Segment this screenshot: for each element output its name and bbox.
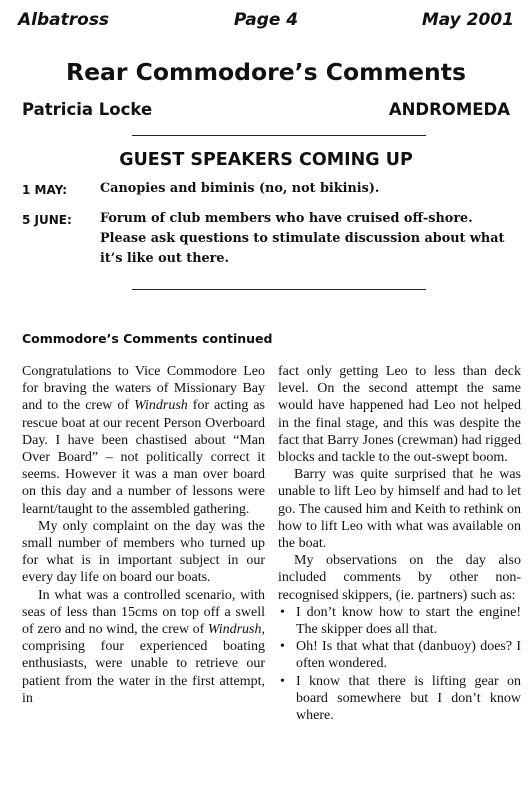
article-title: Rear Commodore’s Comments xyxy=(65,58,467,86)
list-item-text: I know that there is lifting gear on board somewhere but I don’t know where. xyxy=(296,673,521,724)
list-item xyxy=(278,604,521,638)
event-description: Forum of club members who have cruised off-shore. Please ask questions to stimulate discussion about what it’s like out there. xyxy=(100,211,505,266)
event-date: 5 JUNE: xyxy=(22,213,72,227)
section-heading: Commodore’s Comments continued xyxy=(22,331,273,346)
paragraph: My only complaint on the day was the small number of members who turned up for what is in important subject in our every day life on board our boats. xyxy=(22,518,265,586)
issue-date: May 2001 xyxy=(421,10,514,30)
paragraph: Barry was quite surprised that he was unable to lift Leo by himself and had to let go. The caused him and Keith to rethink on how to lift Leo with what was available on the boat. xyxy=(278,467,521,552)
list-item xyxy=(278,673,521,725)
event-description: Canopies and biminis (no, not bikinis). xyxy=(100,181,380,196)
author-name: Patricia Locke xyxy=(22,100,153,119)
guest-speakers-title: GUEST SPEAKERS COMING UP xyxy=(119,150,413,170)
paragraph: fact only getting Leo to less than deck level. On the second attempt the same would have happened had Leo not helped in the final stage, and this was despite the fact that Barry Jones (crewman) had rigged blocks and tackle to the out-swept boom. xyxy=(278,364,521,466)
paragraph-text: for acting as rescue boat at our recent Person Overboard Day. I have been chastised about “Man Over Board” – not politically correct it seems. However it was a man over board on this day and a number of lessons were learnt/taught to the assembled gathering. xyxy=(22,398,265,517)
newsletter-name: Albatross xyxy=(18,10,110,30)
list-item-text: Oh! Is that what that (danbuoy) does? I often wondered. xyxy=(296,639,521,672)
divider xyxy=(132,289,426,290)
paragraph-text: comprising four experienced boating enthusiasts, were unable to retrieve our patient from the water in the first attempt, in xyxy=(22,639,265,706)
list-item-text: I don’t know how to start the engine! The skipper does all that. xyxy=(296,604,521,638)
paragraph xyxy=(22,363,265,518)
list-item xyxy=(278,638,521,672)
quote-list xyxy=(278,604,521,724)
boat-name-italic: Windrush, xyxy=(207,622,265,638)
page-header xyxy=(18,10,514,36)
byline xyxy=(22,100,510,124)
event-date: 1 MAY: xyxy=(22,183,68,197)
boat-name-italic: Windrush xyxy=(134,398,188,414)
divider xyxy=(132,135,426,136)
page-number: Page 4 xyxy=(233,10,299,30)
boat-name: ANDROMEDA xyxy=(388,100,510,119)
text-column-left xyxy=(22,363,265,707)
bullet-icon: • xyxy=(280,639,285,655)
paragraph xyxy=(22,587,265,707)
paragraph: My observations on the day also included comments by other non-recognised skippers, (ie. partners) such as: xyxy=(278,553,521,603)
paragraph-text: In what was a controlled scenario, with seas of less than 15cms on top off a swell of zero and no wind, the crew of xyxy=(22,587,265,638)
paragraph-text: Congratulations to Vice Commodore Leo for braving the waters of Missionary Bay and to the crew of xyxy=(22,364,265,414)
bullet-icon: • xyxy=(280,673,285,689)
bullet-icon: • xyxy=(280,604,285,620)
text-column-right xyxy=(278,363,521,724)
